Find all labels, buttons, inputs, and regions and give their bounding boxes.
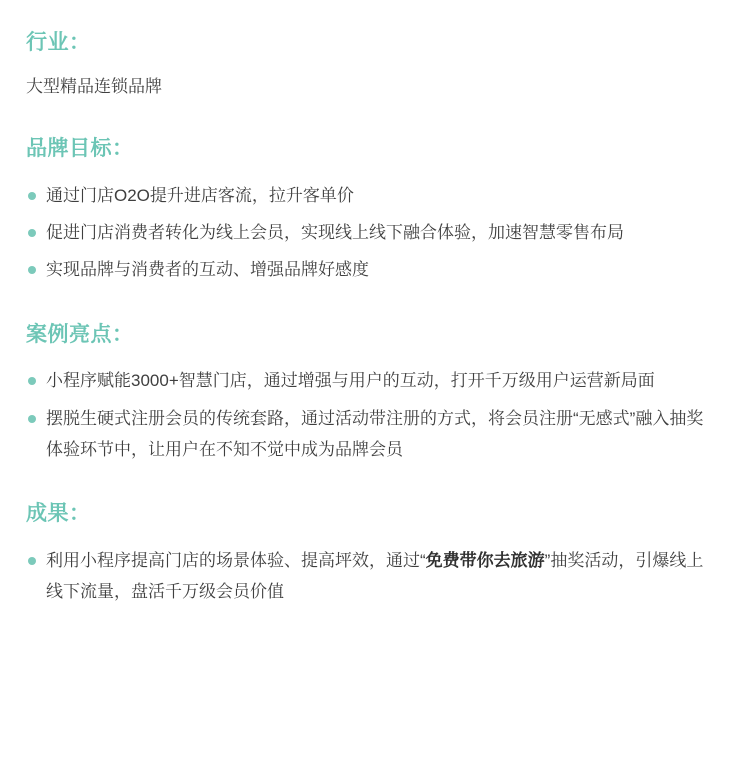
bullet-dot-icon: [28, 377, 36, 385]
section-brand-goal: [26, 136, 711, 286]
list-item: [26, 545, 711, 608]
list-item-text-pre: 利用小程序提高门店的场景体验、提高坪效，通过“: [46, 550, 426, 570]
bullet-dot-icon: [28, 266, 36, 274]
section-case-highlights: [26, 322, 711, 466]
list-item-label: 促进门店消费者转化为线上会员，实现线上线下融合体验，加速智慧零售布局: [46, 223, 624, 242]
list-item-label: 通过门店O2O提升进店客流，拉升客单价: [46, 185, 354, 205]
section-title-results: 成果：: [26, 502, 91, 526]
list-item-emphasis: 免费带你去旅游: [425, 550, 545, 570]
list-item: [26, 217, 711, 248]
section-title-brand-goal: 品牌目标：: [26, 137, 134, 161]
bullet-dot-icon: [28, 415, 36, 423]
list-item-label: 小程序赋能3000+智慧门店，通过增强与用户的互动，打开千万级用户运营新局面: [46, 371, 655, 391]
list-item: [26, 180, 711, 211]
bullet-dot-icon: [28, 192, 36, 200]
industry-value: 大型精品连锁品牌: [26, 77, 162, 97]
results-list: [26, 545, 711, 608]
section-results: [26, 501, 711, 607]
brand-goal-list: [26, 180, 711, 286]
section-industry: [26, 30, 711, 100]
list-item: [26, 365, 711, 396]
bullet-dot-icon: [28, 229, 36, 237]
list-item-label: 摆脱生硬式注册会员的传统套路，通过活动带注册的方式，将会员注册“无感式”融入抽奖体验环节中，让用户在不知不觉中成为品牌会员: [46, 408, 704, 459]
section-title-industry: 行业：: [26, 31, 91, 54]
section-title-case-highlights: 案例亮点：: [26, 322, 134, 346]
list-item-label: 实现品牌与消费者的互动、增强品牌好感度: [46, 260, 369, 280]
bullet-dot-icon: [28, 557, 36, 565]
list-item-text-post: ”抽奖活动，引爆线上线下流量，盘活千万级会员价值: [46, 550, 704, 601]
list-item: [26, 254, 711, 285]
list-item: [26, 403, 711, 466]
case-highlights-list: [26, 365, 711, 465]
